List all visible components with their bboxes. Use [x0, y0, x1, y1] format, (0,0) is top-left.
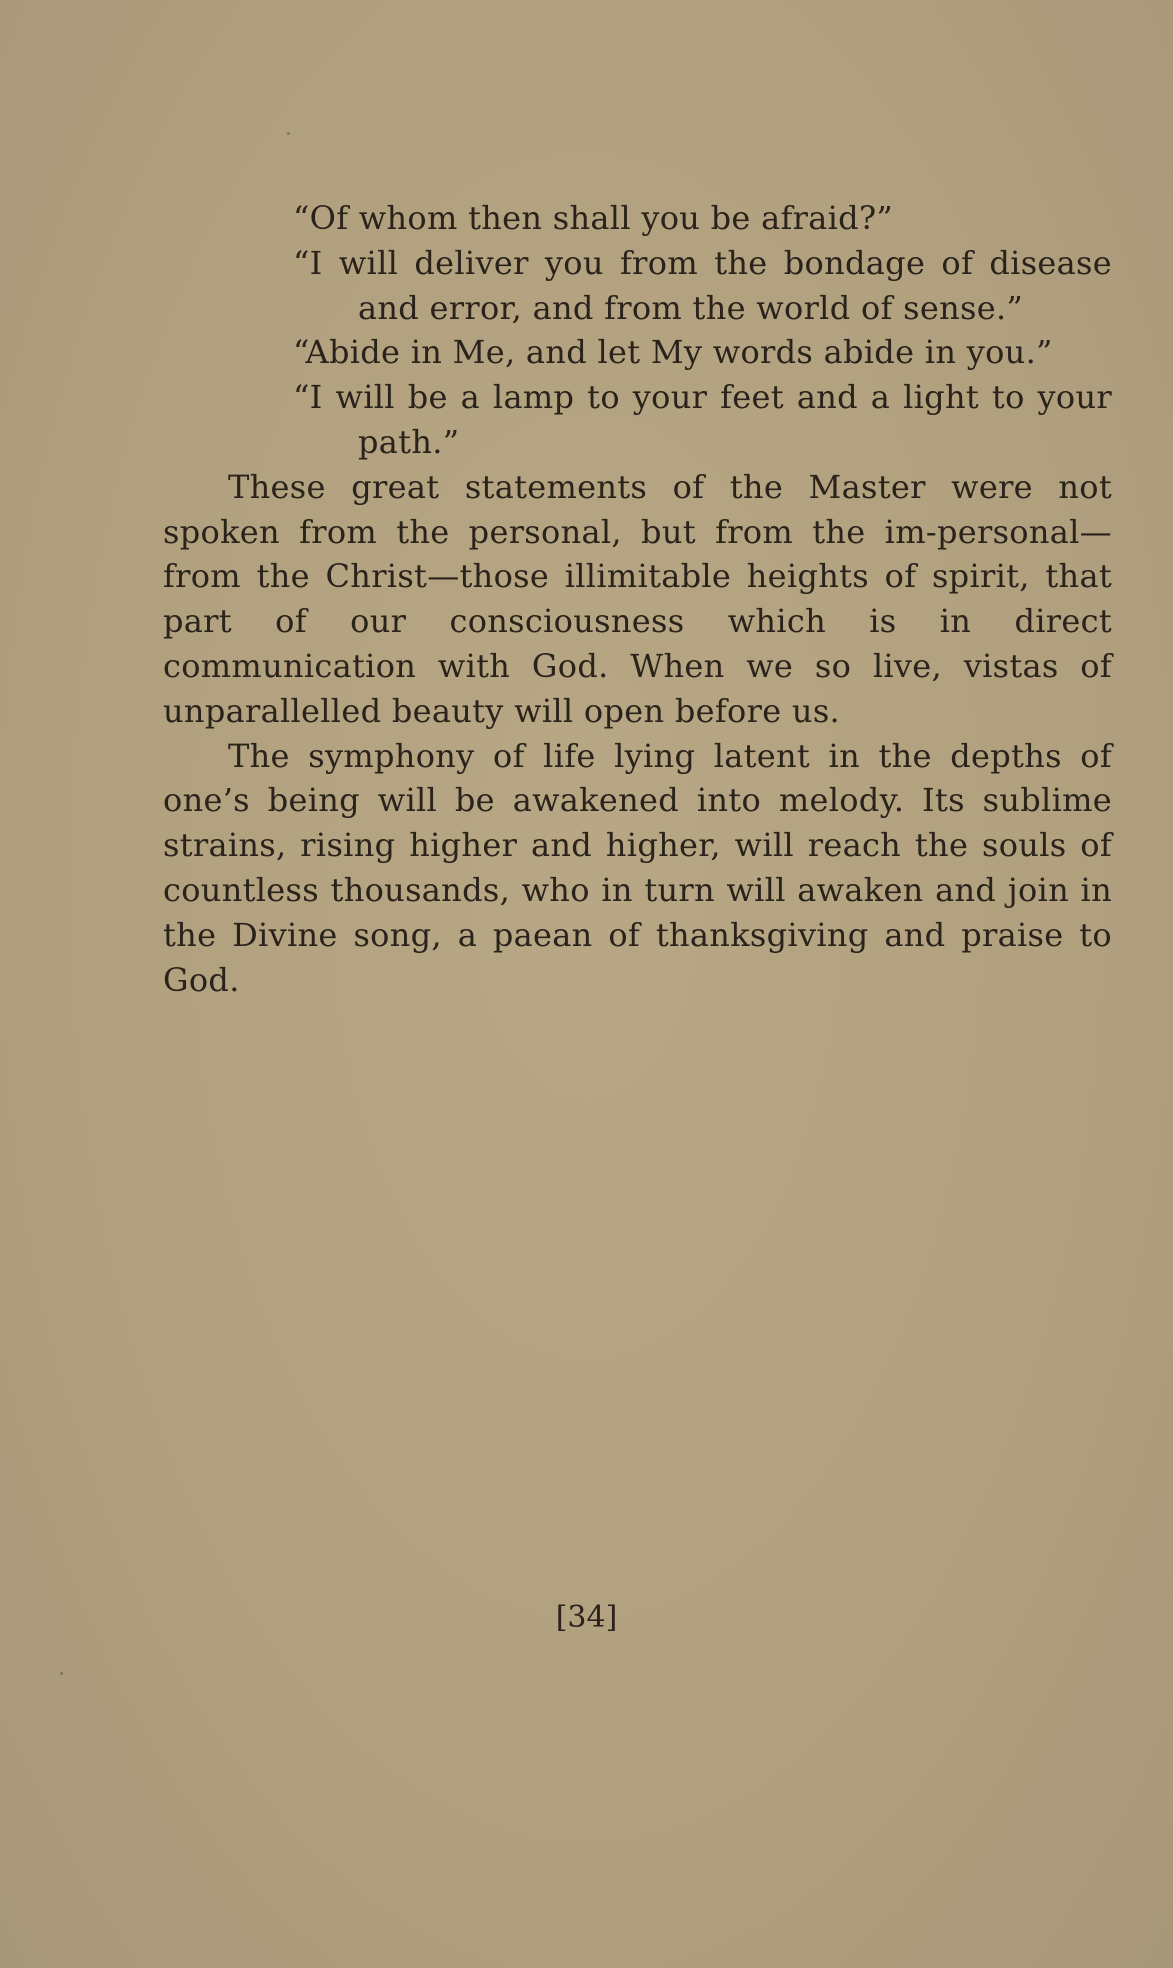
paper-speck	[60, 1672, 63, 1675]
scripture-quote: “I will deliver you from the bondage of disease and error, and from the world of sense.”	[293, 243, 1112, 327]
page-body	[163, 196, 1112, 1002]
scripture-quote: “Abide in Me, and let My words abide in you.”	[293, 333, 1053, 372]
paper-speck	[287, 132, 290, 135]
scripture-quote: “I will be a lamp to your feet and a light to your path.”	[293, 378, 1112, 461]
body-paragraph: The symphony of life lying latent in the depths of one’s being will be awakened into melody. Its sublime strains, rising higher and higher, will reach the souls of countless thousands, who in turn will awaken and join in the Divine song, a paean of thanksgiving and praise to God.	[163, 736, 1112, 999]
page-number: [34]	[555, 1600, 618, 1635]
body-paragraph: These great statements of the Master were not spoken from the personal, but from the im-personal—from the Christ—those illimitable heights of spirit, that part of our consciousness which is in direct communication with God. When we so live, vistas of unparallelled beauty will open before us.	[163, 467, 1112, 730]
scripture-quote: “Of whom then shall you be afraid?”	[293, 199, 894, 237]
